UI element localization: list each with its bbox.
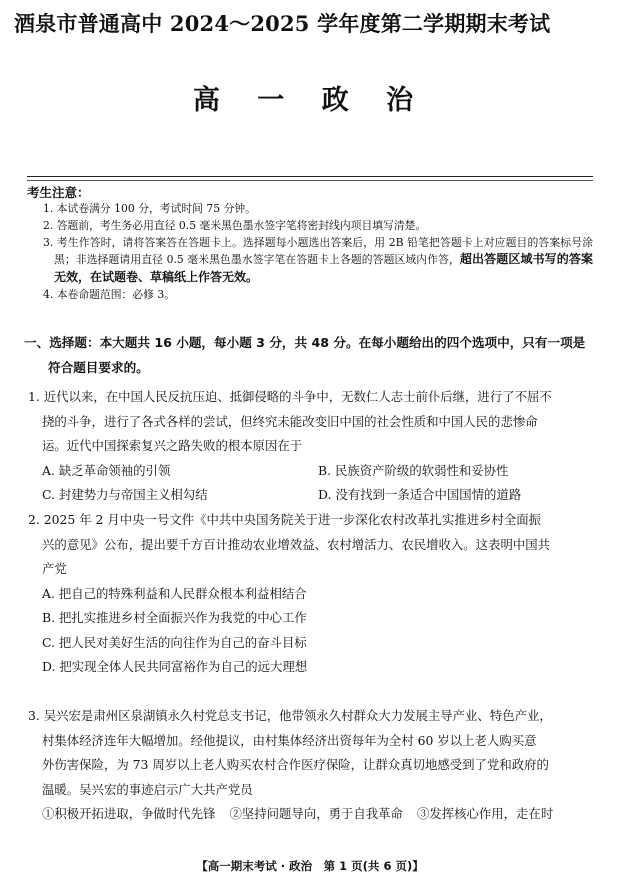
question-2-stem (28, 508, 594, 582)
question-2-option-a: A. 把自己的特殊利益和人民群众根本利益相结合 (42, 585, 307, 601)
question-3-stem-line-4: 温暖。吴兴宏的事迹启示广大共产党员 (42, 781, 253, 797)
notice-item-3 (27, 235, 593, 287)
page-footer: 【高一期末考试 · 政治 第 1 页(共 6 页)】 (196, 859, 424, 873)
section-heading (24, 330, 596, 380)
notice-item-3-emphasis: 超出答题区域书写的答案无效，在试题卷、草稿纸上作答无效。 (54, 252, 593, 285)
question-1-option-a: A. 缺乏革命领袖的引领 (42, 462, 171, 478)
question-2-option-b: B. 把扎实推进乡村全面振兴作为我党的中心工作 (42, 610, 307, 625)
notice-item-1: 1. 本试卷满分 100 分，考试时间 75 分钟。 (43, 202, 256, 215)
section-heading-line-2: 符合题目要求的。 (48, 360, 149, 375)
question-2-option-d: D. 把实现全体人民共同富裕作为自己的远大理想 (42, 659, 308, 674)
question-2 (28, 508, 594, 680)
question-2-stem-line-2: 兴的意见》公布，提出要千方百计推动农业增效益、农村增活力、农民增收入。这表明中国共 (42, 536, 551, 552)
question-2-stem-line-3: 产党 (42, 561, 67, 576)
question-3-option-3: ③发挥核心作用，走在时 (416, 806, 554, 821)
question-3-options (28, 802, 594, 827)
question-1-stem-line-2: 挠的斗争，进行了各式各样的尝试，但终究未能改变旧中国的社会性质和中国人民的悲惨命 (42, 413, 538, 429)
question-1-stem (28, 385, 594, 459)
exam-title: 酒泉市普通高中 2024～2025 学年度第二学期期末考试 (14, 11, 551, 36)
question-1-options-row-2 (28, 483, 594, 508)
question-3-stem-line-2: 村集体经济连年大幅增加。经他提议，由村集体经济出资每年为全村 60 岁以上老人购买意 (42, 732, 537, 748)
notice-item-3-text: 3. 考生作答时，请将答案答在答题卡上。选择题每小题选出答案后，用 2B 铅笔把答题卡上对应题目的答案标号涂黑；非选择题请用直径 0.5 毫米黑色墨水签字笔在答题卡上各题的答题区域内作答， (43, 235, 593, 267)
question-1 (28, 385, 594, 508)
candidate-notice (27, 176, 593, 304)
notice-divider (27, 180, 593, 181)
notice-item-2: 2. 答题前，考生务必用直径 0.5 毫米黑色墨水签字笔将密封线内项目填写清楚。 (43, 218, 427, 232)
question-3-option-2: ②坚持问题导向，勇于自我革命 (229, 806, 403, 821)
subject-title: 高 一 政 治 (192, 85, 428, 116)
question-1-options-row-1 (28, 459, 594, 484)
question-2-option-c: C. 把人民对美好生活的向往作为自己的奋斗目标 (42, 634, 307, 650)
question-3-option-1: ①积极开拓进取，争做时代先锋 (42, 806, 216, 821)
question-3-stem (28, 704, 594, 802)
notice-item-4: 4. 本卷命题范围：必修 3。 (43, 287, 176, 301)
section-heading-line-1: 一、选择题：本大题共 16 小题，每小题 3 分，共 48 分。在每小题给出的四个选项中，只有一项是 (24, 335, 586, 350)
question-2-stem-line-1: 2. 2025 年 2 月中央一号文件《中共中央国务院关于进一步深化农村改革扎实推进乡村全面振 (28, 512, 542, 527)
question-1-option-c: C. 封建势力与帝国主义相勾结 (42, 487, 208, 502)
notice-title: 考生注意： (27, 185, 90, 200)
question-1-stem-line-1: 1. 近代以来，在中国人民反抗压迫、抵御侵略的斗争中，无数仁人志士前仆后继，进行了不屈不 (28, 389, 552, 404)
question-1-option-b: B. 民族资产阶级的软弱性和妥协性 (318, 462, 509, 478)
question-3 (28, 704, 594, 827)
question-1-option-d: D. 没有找到一条适合中国国情的道路 (318, 487, 522, 502)
question-3-stem-line-3: 外伤害保险，为 73 周岁以上老人购买农村合作医疗保险，让群众真切地感受到了党和政府的 (42, 757, 549, 772)
question-3-stem-line-1: 3. 吴兴宏是肃州区泉湖镇永久村党总支书记，他带领永久村群众大力发展主导产业、特色产业， (28, 708, 552, 723)
question-1-stem-line-3: 运。近代中国探索复兴之路失败的根本原因在于 (42, 438, 303, 453)
